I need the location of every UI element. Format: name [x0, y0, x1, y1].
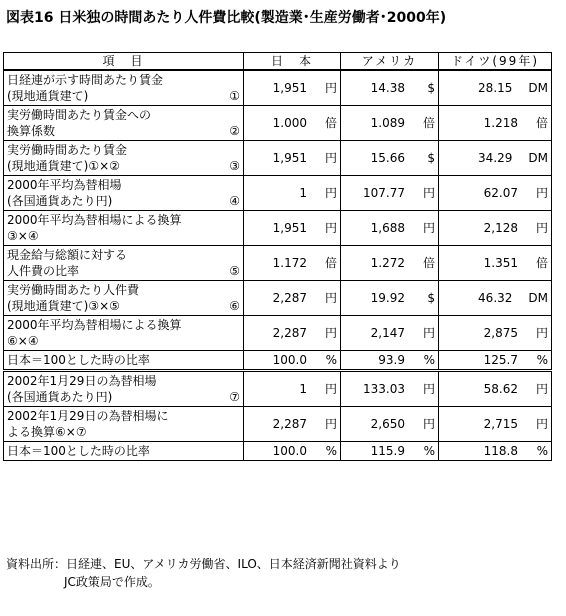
value-wrap	[442, 381, 548, 397]
value-wrap	[344, 185, 435, 201]
value: 1.000	[272, 116, 307, 130]
unit: $	[427, 291, 435, 305]
unit: 円	[422, 326, 435, 340]
table-row	[4, 106, 552, 141]
table-row	[4, 281, 552, 316]
unit: %	[423, 353, 435, 367]
value: 58.62	[483, 382, 518, 396]
row-label-line	[7, 424, 240, 440]
value: 1.172	[272, 256, 307, 270]
value: 1	[299, 186, 307, 200]
value: 2,287	[272, 326, 307, 340]
value: 107.77	[363, 186, 405, 200]
value: 1,951	[272, 81, 307, 95]
value-cell-jp	[244, 141, 341, 176]
unit: DM	[528, 151, 548, 165]
value-cell-jp	[244, 281, 341, 316]
row-label-line	[7, 298, 240, 314]
row-label-line	[7, 107, 240, 123]
unit: 円	[324, 186, 337, 200]
value-wrap	[247, 115, 337, 131]
row-label-text: (各国通貨あたり円)	[7, 390, 113, 404]
value-cell-de	[439, 442, 552, 461]
value-cell-de	[439, 106, 552, 141]
value: 1,951	[272, 221, 307, 235]
row-mark: ⑦	[229, 390, 240, 404]
table-row	[4, 176, 552, 211]
value: 118.8	[483, 444, 518, 458]
row-mark: ③	[229, 159, 240, 173]
unit: $	[427, 151, 435, 165]
value-cell-us	[341, 281, 439, 316]
value-wrap	[247, 220, 337, 236]
row-label-text: 人件費の比率	[7, 264, 80, 278]
value-wrap	[247, 290, 337, 306]
value-cell-de	[439, 176, 552, 211]
value-cell-jp	[244, 407, 341, 442]
value-wrap	[247, 80, 337, 96]
unit: %	[423, 444, 435, 458]
value-cell-jp	[244, 351, 341, 371]
value-cell-us	[341, 141, 439, 176]
value-cell-de	[439, 407, 552, 442]
unit: 円	[324, 326, 337, 340]
value: 1.218	[483, 116, 518, 130]
table-row	[4, 407, 552, 442]
value: 14.38	[370, 81, 405, 95]
value-wrap	[247, 255, 337, 271]
value-cell-us	[341, 70, 439, 106]
row-mark: ②	[229, 124, 240, 138]
row-label	[4, 176, 244, 211]
value-cell-us	[341, 351, 439, 371]
row-label	[4, 407, 244, 442]
table-row	[4, 351, 552, 371]
row-label-line	[7, 158, 240, 174]
value: 15.66	[370, 151, 405, 165]
value: 2,715	[483, 417, 518, 431]
row-label-text: 実労働時間あたり賃金	[7, 143, 128, 157]
value: 2,650	[370, 417, 405, 431]
unit: 円	[422, 186, 435, 200]
value-cell-jp	[244, 371, 341, 407]
value: 1,951	[272, 151, 307, 165]
value-wrap	[344, 115, 435, 131]
value-wrap	[442, 185, 548, 201]
row-label-line	[7, 263, 240, 279]
value-cell-de	[439, 70, 552, 106]
row-label-text: 2002年1月29日の為替相場に	[7, 409, 169, 423]
unit: 円	[324, 81, 337, 95]
value-cell-us	[341, 371, 439, 407]
value-cell-us	[341, 176, 439, 211]
row-label-text: (各国通貨あたり円)	[7, 194, 113, 208]
value-wrap	[344, 150, 435, 166]
row-label-text: 2000年平均為替相場による換算	[7, 318, 182, 332]
value-cell-jp	[244, 316, 341, 351]
unit: %	[325, 353, 337, 367]
value-cell-us	[341, 246, 439, 281]
row-label-text: (現地通貨建て)③×⑤	[7, 299, 120, 313]
value-cell-jp	[244, 442, 341, 461]
value: 2,287	[272, 417, 307, 431]
unit: 円	[324, 417, 337, 431]
unit: %	[536, 444, 548, 458]
value-cell-us	[341, 211, 439, 246]
value-wrap	[247, 443, 337, 459]
value: 1	[299, 382, 307, 396]
value-cell-jp	[244, 246, 341, 281]
row-label-text: (現地通貨建て)①×②	[7, 159, 120, 173]
row-label-line	[7, 247, 240, 263]
value-wrap	[344, 416, 435, 432]
unit: 倍	[535, 256, 548, 270]
row-label-text: ⑥×④	[7, 334, 39, 348]
unit: 円	[535, 221, 548, 235]
row-label	[4, 371, 244, 407]
unit: 倍	[422, 256, 435, 270]
row-label-line	[7, 228, 240, 244]
header-japan: 日 本	[244, 53, 341, 71]
value-wrap	[442, 443, 548, 459]
unit: 円	[535, 382, 548, 396]
unit: 倍	[324, 256, 337, 270]
unit: %	[536, 353, 548, 367]
value: 2,128	[483, 221, 518, 235]
row-mark: ⑥	[229, 299, 240, 313]
value-wrap	[247, 352, 337, 368]
value-cell-us	[341, 407, 439, 442]
value: 115.9	[370, 444, 405, 458]
unit: $	[427, 81, 435, 95]
value-cell-us	[341, 442, 439, 461]
value-wrap	[344, 443, 435, 459]
unit: 円	[324, 291, 337, 305]
unit: %	[325, 444, 337, 458]
row-label-line	[7, 443, 240, 459]
value: 2,147	[370, 326, 405, 340]
value: 100.0	[272, 353, 307, 367]
value-cell-jp	[244, 211, 341, 246]
value-cell-jp	[244, 176, 341, 211]
row-label-line	[7, 72, 240, 88]
row-label-line	[7, 389, 240, 405]
row-label-text: 現金給与総額に対する	[7, 248, 128, 262]
value-cell-de	[439, 351, 552, 371]
value-wrap	[344, 352, 435, 368]
value-wrap	[247, 416, 337, 432]
header-germany: ドイツ(99年)	[439, 53, 552, 71]
row-label-line	[7, 212, 240, 228]
row-label	[4, 442, 244, 461]
value-wrap	[442, 352, 548, 368]
value-wrap	[247, 325, 337, 341]
value: 34.29	[478, 151, 513, 165]
value-cell-us	[341, 316, 439, 351]
value: 2,287	[272, 291, 307, 305]
table-row	[4, 316, 552, 351]
value-wrap	[442, 115, 548, 131]
unit: DM	[528, 81, 548, 95]
row-label	[4, 246, 244, 281]
value: 2,875	[483, 326, 518, 340]
row-label	[4, 211, 244, 246]
value: 125.7	[483, 353, 518, 367]
header-item: 項 目	[4, 53, 244, 71]
value-wrap	[442, 290, 548, 306]
unit: 円	[324, 382, 337, 396]
row-mark: ④	[229, 194, 240, 208]
unit: 円	[535, 417, 548, 431]
value: 1.351	[483, 256, 518, 270]
value-wrap	[442, 150, 548, 166]
unit: 倍	[324, 116, 337, 130]
row-label	[4, 106, 244, 141]
value-wrap	[344, 220, 435, 236]
value-wrap	[442, 80, 548, 96]
table-row	[4, 141, 552, 176]
row-label-line	[7, 408, 240, 424]
value-wrap	[442, 325, 548, 341]
row-label-text: 日経連が示す時間あたり賃金	[7, 73, 164, 87]
row-label	[4, 70, 244, 106]
row-label-line	[7, 123, 240, 139]
table-row	[4, 246, 552, 281]
value-cell-jp	[244, 106, 341, 141]
unit: 倍	[535, 116, 548, 130]
value: 28.15	[478, 81, 513, 95]
wage-comparison-table	[3, 52, 552, 461]
value-cell-de	[439, 211, 552, 246]
source-line-1: 資料出所：日経連、EU、アメリカ労働省、ILO、日本経済新聞社資料より	[6, 557, 401, 571]
value: 62.07	[483, 186, 518, 200]
value-cell-us	[341, 106, 439, 141]
table-row	[4, 70, 552, 106]
table-row	[4, 442, 552, 461]
row-label	[4, 281, 244, 316]
unit: DM	[528, 291, 548, 305]
source-line-2: JC政策局で作成。	[64, 575, 160, 589]
row-label-text: よる換算⑥×⑦	[7, 425, 87, 439]
value-wrap	[442, 416, 548, 432]
row-label-text: 日本＝100とした時の比率	[7, 444, 150, 458]
value-wrap	[247, 381, 337, 397]
figure-title: 図表16 日米独の時間あたり人件費比較(製造業･生産労働者･2000年)	[6, 10, 447, 26]
row-label-line	[7, 352, 240, 368]
value-cell-jp	[244, 70, 341, 106]
table-row	[4, 371, 552, 407]
row-label-text: ③×④	[7, 229, 39, 243]
value: 93.9	[378, 353, 405, 367]
unit: 円	[422, 221, 435, 235]
row-mark: ①	[229, 89, 240, 103]
row-label-line	[7, 193, 240, 209]
unit: 円	[324, 221, 337, 235]
value-wrap	[247, 185, 337, 201]
value: 1.089	[370, 116, 405, 130]
value-wrap	[442, 220, 548, 236]
value-wrap	[344, 80, 435, 96]
header-usa: アメリカ	[341, 53, 439, 71]
row-label-text: 実労働時間あたり賃金への	[7, 108, 152, 122]
row-label-text: 2000年平均為替相場	[7, 178, 122, 192]
row-label-line	[7, 142, 240, 158]
value-wrap	[442, 255, 548, 271]
row-label	[4, 316, 244, 351]
value: 19.92	[370, 291, 405, 305]
row-label-line	[7, 88, 240, 104]
unit: 円	[422, 382, 435, 396]
row-label-line	[7, 373, 240, 389]
row-label-text: 日本＝100とした時の比率	[7, 353, 150, 367]
value: 100.0	[272, 444, 307, 458]
row-label-text: 2000年平均為替相場による換算	[7, 213, 182, 227]
header-row	[4, 53, 552, 71]
row-label-text: 実労働時間あたり人件費	[7, 283, 140, 297]
value-wrap	[344, 381, 435, 397]
row-label-text: 換算係数	[7, 124, 56, 138]
unit: 円	[535, 186, 548, 200]
value: 46.32	[478, 291, 513, 305]
value-cell-de	[439, 141, 552, 176]
row-label	[4, 141, 244, 176]
row-label-line	[7, 333, 240, 349]
unit: 円	[422, 417, 435, 431]
row-mark: ⑤	[229, 264, 240, 278]
value: 133.03	[363, 382, 405, 396]
row-label	[4, 351, 244, 371]
unit: 倍	[422, 116, 435, 130]
row-label-line	[7, 282, 240, 298]
source-note	[6, 555, 401, 591]
table-row	[4, 211, 552, 246]
value-wrap	[247, 150, 337, 166]
value-cell-de	[439, 316, 552, 351]
value-cell-de	[439, 371, 552, 407]
row-label-text: 2002年1月29日の為替相場	[7, 374, 157, 388]
value-cell-de	[439, 281, 552, 316]
row-label-line	[7, 317, 240, 333]
row-label-text: (現地通貨建て)	[7, 89, 89, 103]
row-label-line	[7, 177, 240, 193]
unit: 円	[535, 326, 548, 340]
value-wrap	[344, 325, 435, 341]
value-wrap	[344, 290, 435, 306]
value-wrap	[344, 255, 435, 271]
value: 1.272	[370, 256, 405, 270]
value: 1,688	[370, 221, 405, 235]
unit: 円	[324, 151, 337, 165]
value-cell-de	[439, 246, 552, 281]
